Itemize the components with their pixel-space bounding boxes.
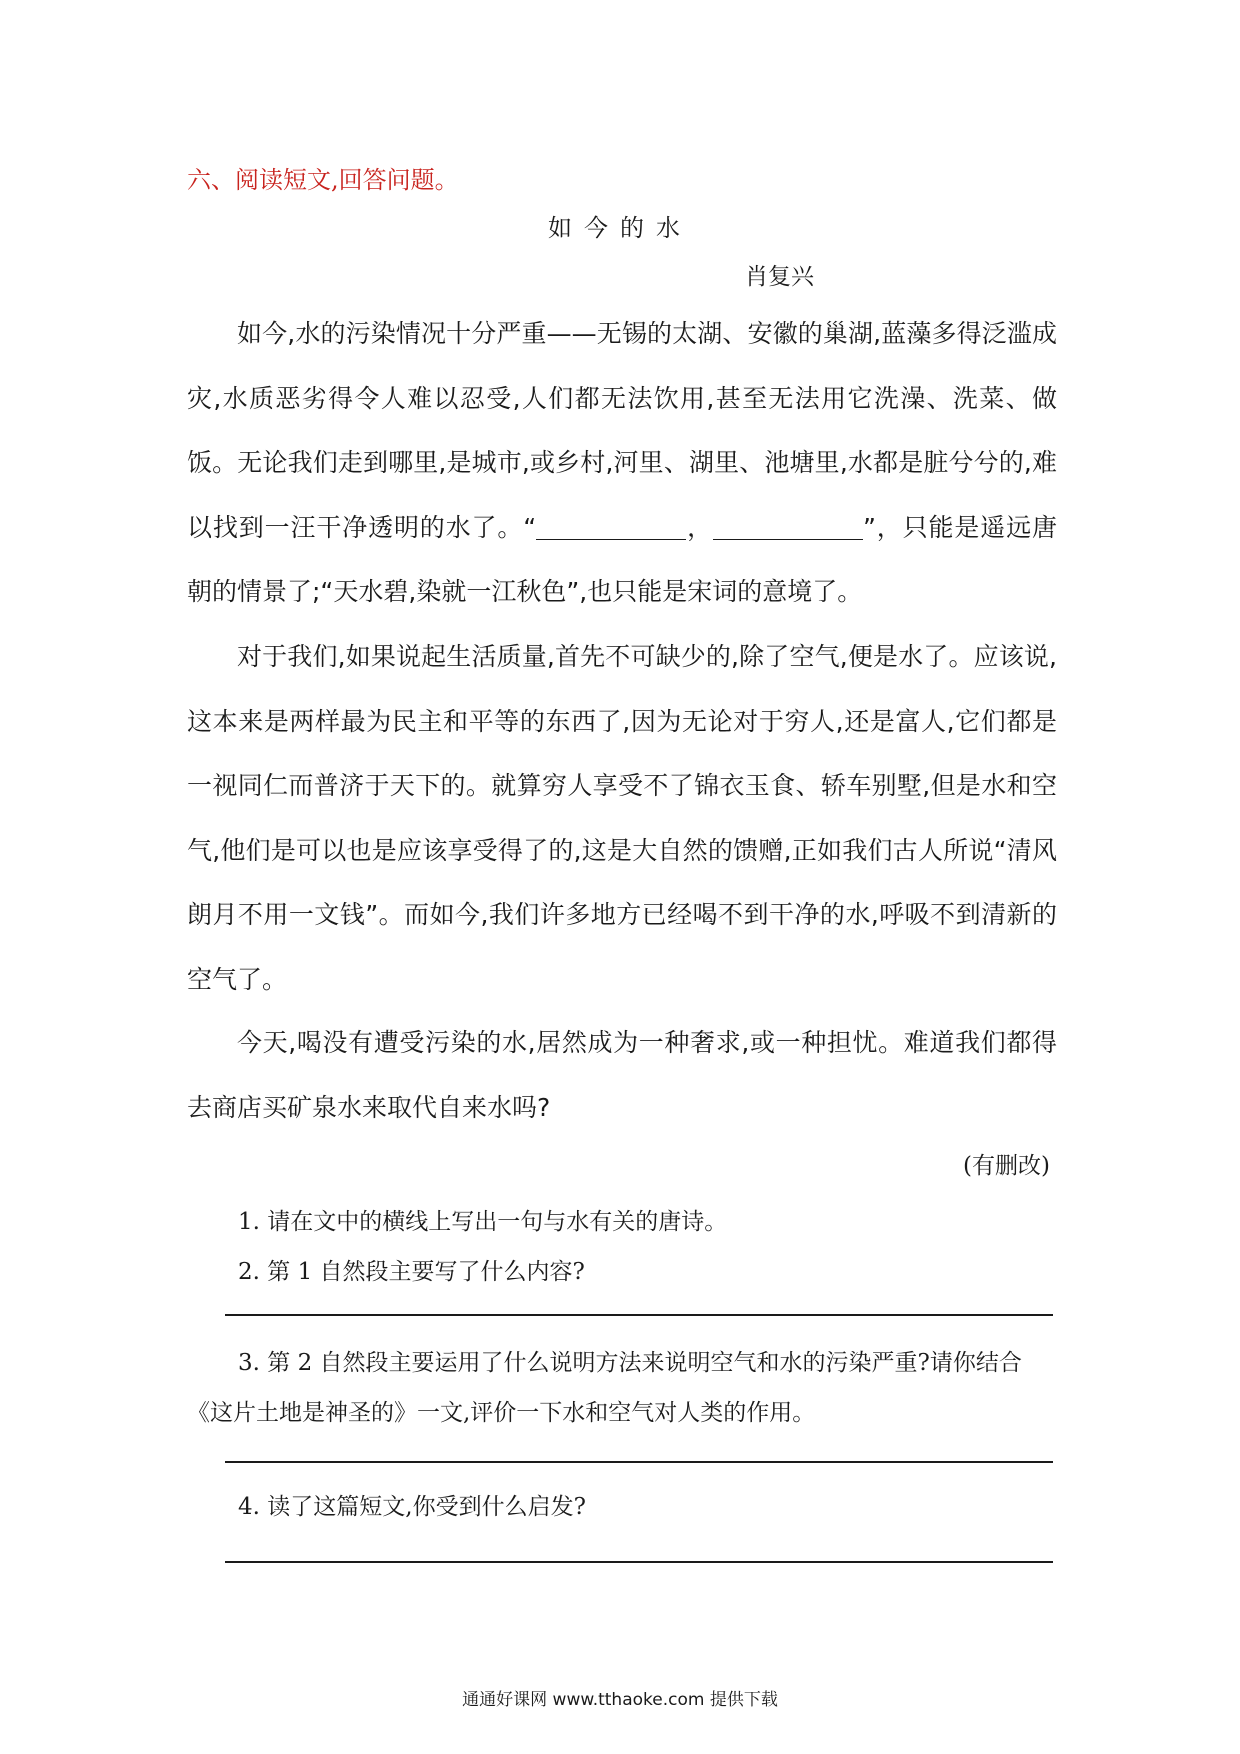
answer-line-q2[interactable] (225, 1314, 1053, 1316)
question-4: 4. 读了这篇短文,你受到什么启发? (238, 1494, 586, 1520)
article-author: 肖复兴 (745, 264, 814, 290)
fill-blank-1[interactable] (536, 511, 686, 540)
answer-line-q4[interactable] (225, 1561, 1053, 1563)
paragraph-1-text-a: 如今,水的污染情况十分严重——无锡的太湖、安徽的巢湖,蓝藻多得泛滥成灾,水质恶劣得令人难以忍受,人们都无法饮用,甚至无法用它洗澡、洗菜、做饭。无论我们走到哪里,是城市,或乡村,河里、湖里、池塘里,水都是脏兮兮的,难以找到一汪干净透明的水了。“ (187, 319, 1057, 542)
page-footer: 通通好课网 www.tthaoke.com 提供下载 (462, 1690, 778, 1710)
answer-line-q3[interactable] (225, 1461, 1053, 1463)
question-2: 2. 第 1 自然段主要写了什么内容? (238, 1259, 585, 1285)
edit-note: (有删改) (963, 1153, 1050, 1179)
article-title: 如今的水 (548, 214, 692, 242)
paragraph-2: 对于我们,如果说起生活质量,首先不可缺少的,除了空气,便是水了。应该说,这本来是两样最为民主和平等的东西了,因为无论对于穷人,还是富人,它们都是一视同仁而普济于天下的。就算穷人享受不了锦衣玉食、轿车别墅,但是水和空气,他们是可以也是应该享受得了的,这是大自然的馈赠,正如我们古人所说“清风朗月不用一文钱”。而如今,我们许多地方已经喝不到干净的水,呼吸不到清新的空气了。 (187, 642, 1057, 994)
question-1: 1. 请在文中的横线上写出一句与水有关的唐诗。 (238, 1209, 728, 1235)
paragraph-1-text-b: ”，只能是遥远唐朝的情景了;“天水碧,染就一江秋色”,也只能是宋词的意境了。 (187, 512, 1058, 606)
section-heading: 六、阅读短文,回答问题。 (187, 166, 459, 194)
paragraph-1 (187, 302, 1057, 625)
paragraph-3: 今天,喝没有遭受污染的水,居然成为一种奢求,或一种担忧。难道我们都得去商店买矿泉水来取代自来水吗? (187, 1028, 1057, 1122)
paragraph-1-separator: ， (686, 512, 713, 542)
fill-blank-2[interactable] (713, 511, 863, 540)
question-3: 3. 第 2 自然段主要运用了什么说明方法来说明空气和水的污染严重?请你结合《这片土地是神圣的》一文,评价一下水和空气对人类的作用。 (187, 1350, 1022, 1426)
